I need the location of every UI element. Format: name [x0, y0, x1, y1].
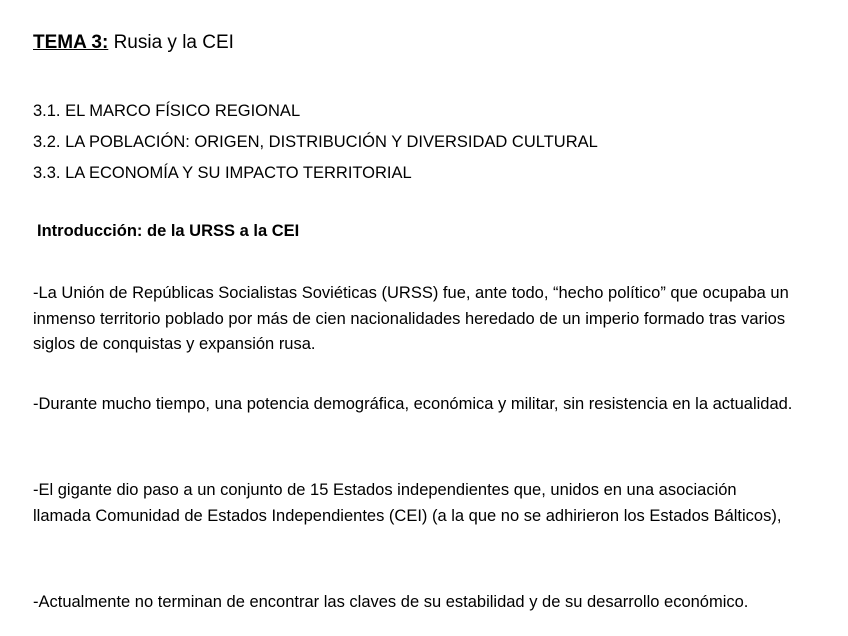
outline-item: 3.2. LA POBLACIÓN: ORIGEN, DISTRIBUCIÓN Y DIVERSIDAD CULTURAL	[33, 133, 598, 151]
outline-item: 3.1. EL MARCO FÍSICO REGIONAL	[33, 102, 301, 120]
paragraph-actualmente: -Actualmente no terminan de encontrar las claves de su estabilidad y de su desarrollo económico.	[33, 593, 749, 611]
title-label: TEMA 3:	[33, 32, 109, 53]
paragraph-urss: -La Unión de Repúblicas Socialistas Soviéticas (URSS) fue, ante todo, “hecho político” que ocupaba un inmenso territorio poblado por más de cien nacionalidades heredado de un imperio formado tras varios siglos de conquistas y expansión rusa.	[33, 284, 789, 353]
intro-heading: Introducción: de la URSS a la CEI	[37, 222, 300, 240]
paragraph-cei: -El gigante dio paso a un conjunto de 15 Estados independientes que, unidos en una asociación llamada Comunidad de Estados Independientes (CEI) (a la que no se adhirieron los Estados Bálticos),	[33, 481, 782, 525]
paragraph-potencia: -Durante mucho tiempo, una potencia demográfica, económica y militar, sin resistencia en la actualidad.	[33, 395, 793, 413]
title-text: Rusia y la CEI	[108, 32, 234, 53]
section-outline	[33, 96, 598, 189]
document-title	[33, 31, 234, 55]
outline-item: 3.3. LA ECONOMÍA Y SU IMPACTO TERRITORIAL	[33, 164, 412, 182]
